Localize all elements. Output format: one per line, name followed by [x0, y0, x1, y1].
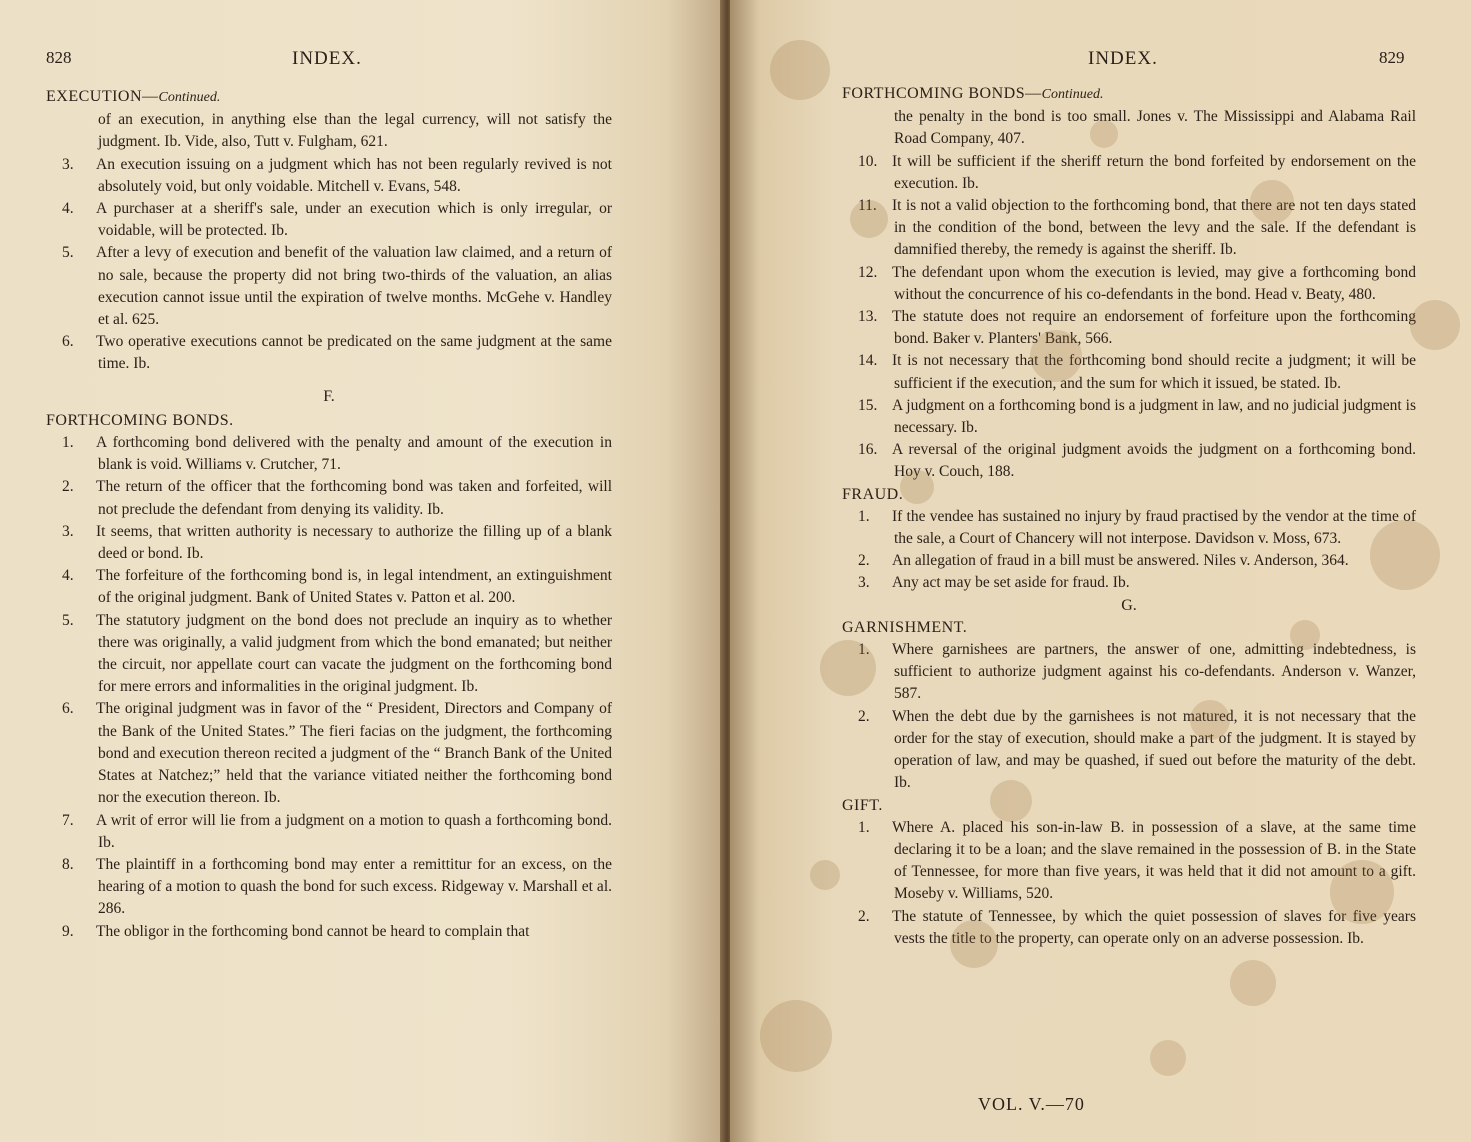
entry-number: 7. — [62, 811, 74, 829]
forthcoming-entries-right — [842, 151, 1416, 484]
entry-text: It is not a valid objection to the forthcoming bond, that there are not ten days stated in the condition of the bond, between the levy and the sale. If the defendant is damnified thereby, the remedy is against the sheriff. Ib. — [892, 197, 1416, 259]
index-entry — [842, 395, 1416, 439]
page-number-right: 829 — [1379, 48, 1405, 67]
entry-number: 2. — [858, 907, 870, 925]
entry-number: 9. — [62, 922, 74, 940]
entry-number: 10. — [858, 152, 878, 170]
entry-text: A judgment on a forthcoming bond is a judgment in law, and no judicial judgment is necessary. Ib. — [892, 396, 1416, 437]
heading-forthcoming-bonds: FORTHCOMING BONDS. — [46, 411, 234, 429]
index-entry — [842, 639, 1416, 706]
index-entry — [842, 350, 1416, 394]
entry-number: 8. — [62, 855, 74, 873]
foxing-stain — [810, 860, 840, 890]
index-entry — [842, 195, 1416, 262]
entry-number: 14. — [858, 352, 878, 370]
foxing-stain — [1150, 1040, 1186, 1076]
continuation-text-right: the penalty in the bond is too small. Jones v. The Mississippi and Alabama Rail Road Company, 407. — [894, 108, 1416, 148]
entry-text: A reversal of the original judgment avoids the judgment on a forthcoming bond. Hoy v. Couch, 188. — [892, 441, 1416, 481]
entry-number: 16. — [858, 441, 878, 459]
heading-forthcoming-continued — [842, 83, 1416, 106]
gift-entries — [842, 817, 1416, 950]
heading-gift: GIFT. — [842, 796, 883, 814]
entry-number: 13. — [858, 308, 878, 326]
foxing-stain — [1230, 960, 1276, 1006]
index-entry — [842, 817, 1416, 906]
index-entry — [46, 432, 612, 476]
index-entry — [46, 521, 612, 565]
index-entry — [46, 810, 612, 854]
heading-garnishment: GARNISHMENT. — [842, 618, 968, 636]
left-text-block — [46, 86, 612, 943]
entry-number: 2. — [62, 478, 74, 496]
entry-text: The statutory judgment on the bond does not preclude an inquiry as to whether there was originally, a valid judgment from which the bond emanated; but neither the circuit, nor appellate court can vacate the judgment on the forthcoming bond for mere errors and informalities in the original judgment. Ib. — [96, 611, 612, 696]
index-entry — [842, 706, 1416, 795]
right-page — [730, 0, 1471, 1142]
entry-text: A forthcoming bond delivered with the penalty and amount of the execution in blank is void. Williams v. Crutcher, 71. — [96, 434, 612, 474]
entry-number: 6. — [62, 700, 74, 718]
right-text-block — [842, 83, 1416, 950]
entry-text: The original judgment was in favor of the “ President, Directors and Company of the Bank of the United States.” The fieri facias on the judgment, the forthcoming bond and execution thereon recited a judgment of the “ Branch Bank of the United States at Natchez;” held that the variance vitiated neither the forthcoming bond nor the execution thereon. Ib. — [96, 700, 612, 807]
entry-text: An execution issuing on a judgment which has not been regularly revived is not absolutely void, but only voidable. Mitchell v. Evans, 548. — [96, 155, 612, 195]
entry-text: The obligor in the forthcoming bond cannot be heard to complain that — [96, 922, 530, 940]
entry-text: The forfeiture of the forthcoming bond is, in legal intendment, an extinguishment of the original judgment. Bank of United States v. Patton et al. 200. — [96, 567, 612, 607]
entry-text: The statute of Tennessee, by which the quiet possession of slaves for five years vests the title to the property, can operate only on an adverse possession. Ib. — [892, 907, 1416, 947]
execution-entries — [46, 154, 612, 376]
entry-number: 4. — [62, 567, 74, 585]
running-head-left: INDEX. — [292, 48, 362, 69]
entry-text: Where A. placed his son-in-law B. in possession of a slave, at the same time declaring it to be a loan; and the slave remained in the possession of B. in the State of Tennessee, for more than five years, it was held that it did not amount to a gift. Moseby v. Williams, 520. — [892, 818, 1416, 903]
entry-text: The statute does not require an endorsement of forfeiture upon the forthcoming bond. Baker v. Planters' Bank, 566. — [892, 308, 1416, 348]
index-entry — [46, 610, 612, 699]
index-entry — [46, 565, 612, 609]
heading-execution-title: EXECUTION— — [46, 88, 159, 105]
entry-number: 5. — [62, 611, 74, 629]
entry-number: 15. — [858, 396, 878, 414]
running-head-right: INDEX. — [1088, 48, 1158, 69]
entry-text: The defendant upon whom the execution is levied, may give a forthcoming bond without the concurrence of his co-defendants in the bond. Head v. Beaty, 480. — [892, 263, 1416, 303]
foxing-stain — [1410, 300, 1460, 350]
index-entry — [46, 854, 612, 921]
entry-number: 3. — [62, 155, 74, 173]
forthcoming-entries-left — [46, 432, 612, 943]
garnishment-entries — [842, 639, 1416, 794]
entry-text: When the debt due by the garnishees is not matured, it is not necessary that the order for the stay of execution, should make a part of the judgment. It is stayed by operation of law, and may be quashed, if sued out before the maturity of the debt. Ib. — [892, 707, 1416, 792]
index-entry — [842, 550, 1416, 572]
entry-text: A purchaser at a sheriff's sale, under an execution which is only irregular, or voidable, will be protected. Ib. — [96, 200, 612, 240]
index-entry — [46, 921, 612, 943]
entry-text: After a levy of execution and benefit of the valuation law claimed, and a return of no sale, because the property did not bring two-thirds of the valuation, an alias execution cannot issue until the expiration of twelve months. McGehe v. Handley et al. 625. — [96, 244, 612, 329]
index-entry — [842, 506, 1416, 550]
entry-text: It seems, that written authority is necessary to authorize the filling up of a blank deed or bond. Ib. — [96, 522, 612, 563]
heading-continued: Continued. — [158, 90, 221, 105]
entry-number: 3. — [858, 574, 870, 592]
heading-forthcoming-title: FORTHCOMING BONDS— — [842, 85, 1042, 102]
entry-number: 1. — [858, 507, 870, 525]
index-entry — [46, 242, 612, 331]
section-letter-f: F. — [323, 387, 335, 405]
index-entry — [46, 198, 612, 242]
entry-text: The return of the officer that the forthcoming bond was taken and forfeited, will not preclude the defendant from denying its validity. Ib. — [96, 478, 612, 518]
index-entry — [842, 906, 1416, 950]
left-page — [0, 0, 724, 1142]
foxing-stain — [770, 40, 830, 100]
entry-number: 2. — [858, 707, 870, 725]
entry-text: It will be sufficient if the sheriff return the bond forfeited by endorsement on the execution. Ib. — [892, 152, 1416, 192]
signature-mark: VOL. V.—70 — [978, 1094, 1085, 1114]
entry-number: 1. — [858, 818, 870, 836]
entry-number: 1. — [858, 641, 870, 659]
index-entry — [842, 151, 1416, 195]
entry-text: Any act may be set aside for fraud. Ib. — [892, 574, 1130, 592]
entry-text: Where garnishees are partners, the answer of one, admitting indebtedness, is sufficient to authorize judgment against his co-defendants. Anderson v. Wanzer, 587. — [892, 641, 1416, 703]
entry-number: 12. — [858, 263, 878, 281]
entry-text: It is not necessary that the forthcoming bond should recite a judgment; it will be sufficient if the execution, and the sum for which it issued, be stated. Ib. — [892, 352, 1416, 392]
foxing-stain — [760, 1000, 832, 1072]
heading-fraud: FRAUD. — [842, 485, 904, 503]
index-entry — [842, 572, 1416, 594]
index-entry — [842, 306, 1416, 350]
index-entry — [842, 262, 1416, 306]
index-entry — [842, 439, 1416, 483]
entry-number: 4. — [62, 200, 74, 218]
index-entry — [46, 331, 612, 375]
entry-text: The plaintiff in a forthcoming bond may enter a remittitur for an excess, on the hearing of a motion to quash the bond for such excess. Ridgeway v. Marshall et al. 286. — [96, 855, 612, 918]
entry-text: Two operative executions cannot be predicated on the same judgment at the same time. Ib. — [96, 333, 612, 373]
entry-number: 3. — [62, 522, 74, 540]
entry-text: A writ of error will lie from a judgment on a motion to quash a forthcoming bond. Ib. — [96, 811, 612, 851]
section-letter-g: G. — [1121, 596, 1137, 614]
heading-execution — [46, 86, 612, 109]
entry-number: 11. — [858, 197, 877, 215]
index-entry — [46, 698, 612, 809]
entry-number: 1. — [62, 434, 74, 452]
heading-continued-right: Continued. — [1041, 87, 1104, 102]
entry-text: An allegation of fraud in a bill must be answered. Niles v. Anderson, 364. — [892, 552, 1349, 570]
entry-number: 6. — [62, 333, 74, 351]
page-number-left: 828 — [46, 48, 72, 67]
entry-text: If the vendee has sustained no injury by fraud practised by the vendor at the time of the sale, a Court of Chancery will not interpose. Davidson v. Moss, 673. — [892, 507, 1416, 548]
continuation-text: of an execution, in anything else than the legal currency, will not satisfy the judgment. Ib. Vide, also, Tutt v. Fulgham, 621. — [98, 111, 612, 151]
index-entry — [46, 154, 612, 198]
entry-number: 5. — [62, 244, 74, 262]
fraud-entries — [842, 506, 1416, 595]
index-entry — [46, 476, 612, 520]
entry-number: 2. — [858, 552, 870, 570]
